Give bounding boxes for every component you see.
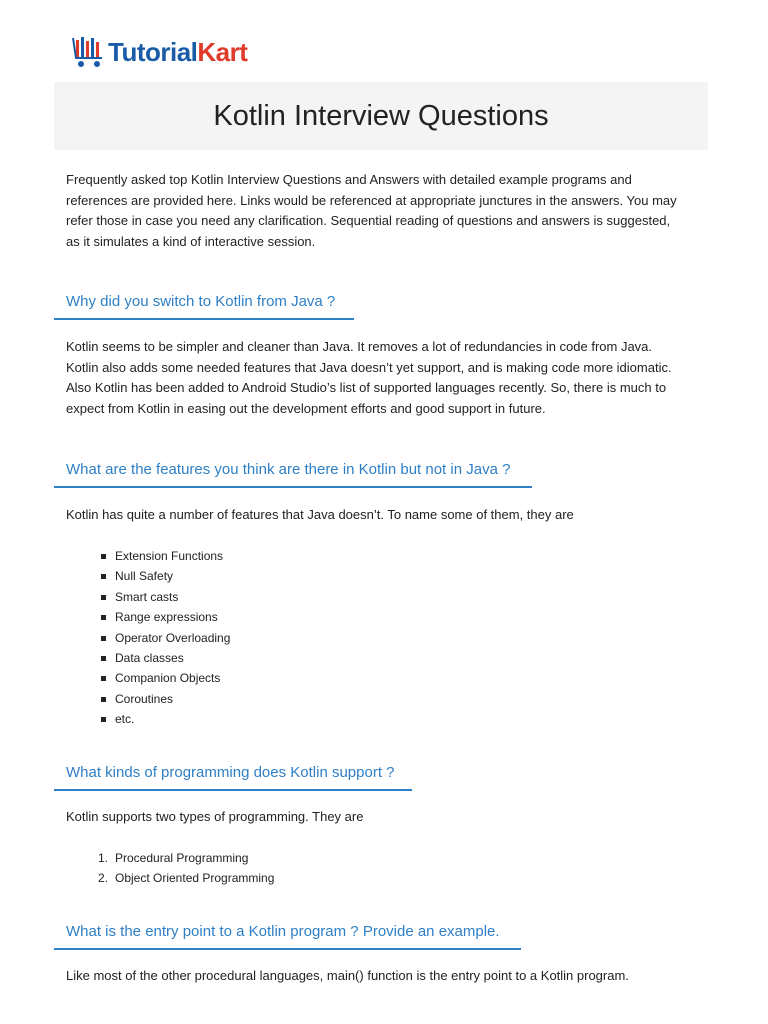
answer-paragraph: Kotlin supports two types of programming. They are xyxy=(66,809,364,824)
list-item: Smart casts xyxy=(66,587,230,607)
list-item: Data classes xyxy=(66,648,230,668)
list-item: 2. Object Oriented Programming xyxy=(98,871,275,886)
list-item: Coroutines xyxy=(66,689,230,709)
question-heading: Why did you switch to Kotlin from Java ? xyxy=(54,292,354,320)
logo-text: TutorialKart xyxy=(108,36,248,67)
shopping-cart-icon xyxy=(72,32,106,72)
list-item: etc. xyxy=(66,709,230,729)
question-heading: What is the entry point to a Kotlin program ? Provide an example. xyxy=(54,922,521,950)
title-banner xyxy=(54,82,708,150)
list-item: Range expressions xyxy=(66,607,230,627)
question-heading: What kinds of programming does Kotlin support ? xyxy=(54,763,412,791)
list-item: Extension Functions xyxy=(66,546,230,566)
intro-paragraph: Frequently asked top Kotlin Interview Questions and Answers with detailed example programs and references are provided here. Links would be referenced at appropriate junctures in the answers. You may refer those in case you need any clarification. Sequential reading of questions and answers is suggested, as it simulates a kind of interactive session. xyxy=(66,172,677,249)
list-item: 1. Procedural Programming xyxy=(98,851,249,865)
programming-types-list xyxy=(66,848,274,889)
tutorialkart-logo[interactable] xyxy=(72,32,247,72)
page-title: Kotlin Interview Questions xyxy=(213,99,549,132)
answer-paragraph: Kotlin has quite a number of features that Java doesn’t. To name some of them, they are xyxy=(66,507,574,522)
feature-list xyxy=(66,546,230,730)
answer-paragraph: Like most of the other procedural languages, main() function is the entry point to a Kotlin program. xyxy=(66,968,629,983)
answer-paragraph: Kotlin seems to be simpler and cleaner than Java. It removes a lot of redundancies in code from Java. Kotlin also adds some needed features that Java doesn’t yet support, and is making code more idiomatic. Also Kotlin has been added to Android Studio’s list of supported languages recently. So, there is much to expect from Kotlin in easing out the development efforts and good support in future. xyxy=(66,339,672,416)
question-heading: What are the features you think are there in Kotlin but not in Java ? xyxy=(54,460,532,488)
list-item: Null Safety xyxy=(66,566,230,586)
list-item: Companion Objects xyxy=(66,668,230,688)
list-item: Operator Overloading xyxy=(66,628,230,648)
